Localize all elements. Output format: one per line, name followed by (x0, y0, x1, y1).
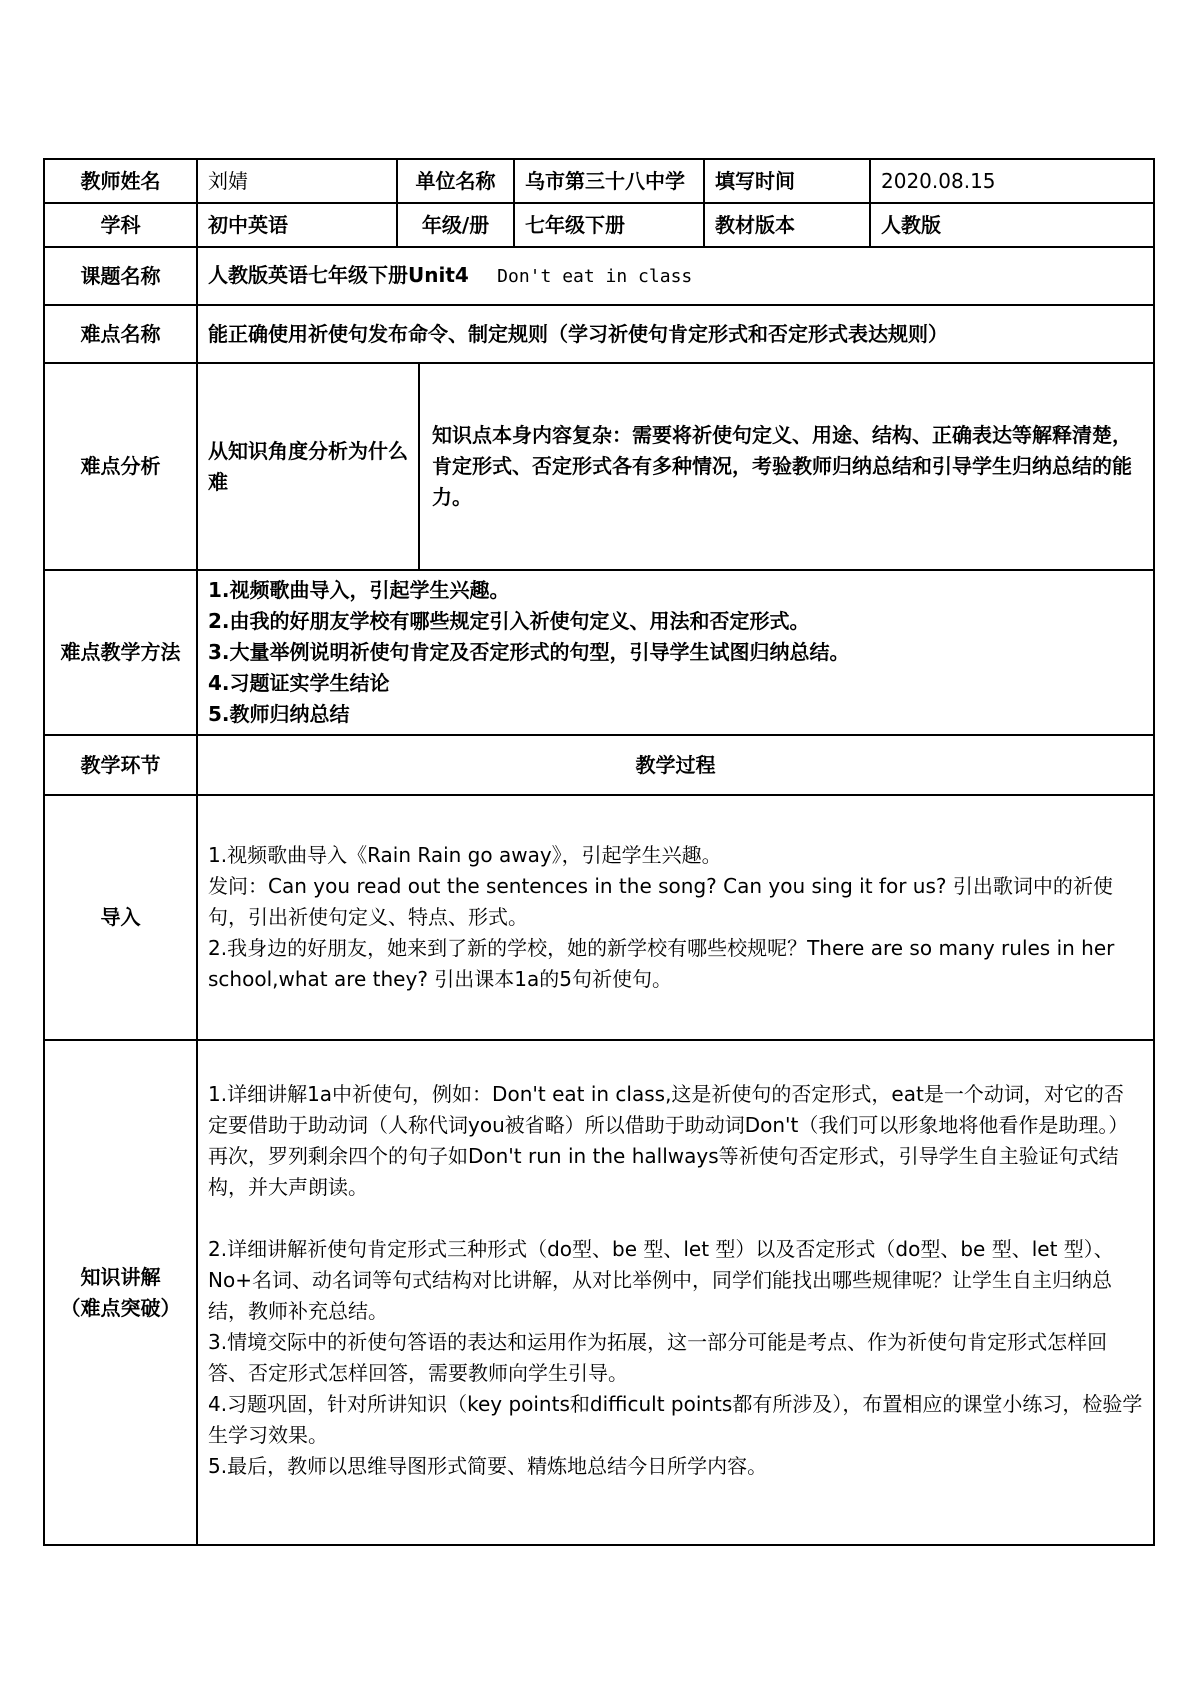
intro-line: 发问：Can you read out the sentences in the song? Can you sing it for us? 引出歌词中的祈使句，引出祈使句定义、特点、形式。 (208, 874, 1113, 929)
grade-label: 年级/册 (397, 203, 514, 247)
lesson-plan-table (43, 158, 1155, 1546)
fill-time-label: 填写时间 (704, 159, 870, 203)
analysis-row (44, 363, 1154, 570)
method-item: 3.大量举例说明祈使句肯定及否定形式的句型，引导学生试图归纳总结。 (208, 640, 850, 664)
knowledge-label (44, 1040, 197, 1545)
subject-label: 学科 (44, 203, 197, 247)
header-row-2 (44, 203, 1154, 247)
intro-row (44, 795, 1154, 1040)
knowledge-para: 5.最后，教师以思维导图形式简要、精炼地总结今日所学内容。 (208, 1454, 768, 1478)
analysis-text: 知识点本身内容复杂：需要将祈使句定义、用途、结构、正确表达等解释清楚，肯定形式、否定形式各有多种情况，考验教师归纳总结和引导学生归纳总结的能力。 (432, 423, 1132, 509)
method-label: 难点教学方法 (44, 570, 197, 735)
teacher-value: 刘婧 (197, 159, 397, 203)
method-item: 1.视频歌曲导入，引起学生兴趣。 (208, 578, 510, 602)
method-item: 4.习题证实学生结论 (208, 671, 390, 695)
process-label: 教学过程 (197, 735, 1154, 795)
edition-label: 教材版本 (704, 203, 870, 247)
knowledge-row (44, 1040, 1154, 1545)
difficulty-label: 难点名称 (44, 305, 197, 363)
knowledge-label-line: （难点突破） (60, 1295, 181, 1320)
knowledge-para: 1.详细讲解1a中祈使句，例如：Don't eat in class,这是祈使句的否定形式，eat是一个动词，对它的否定要借助于助动词（人称代词you被省略）所以借助于助动词Don't（我们可以形象地将他看作是助理。）再次，罗列剩余四个的句子如Don't run in the hallways等祈使句否定形式，引导学生自主验证句式结构，并大声朗读。 (208, 1082, 1129, 1199)
knowledge-label-line: 知识讲解 (80, 1264, 161, 1289)
stage-label: 教学环节 (44, 735, 197, 795)
intro-label: 导入 (44, 795, 197, 1040)
topic-label: 课题名称 (44, 247, 197, 305)
knowledge-content (197, 1040, 1154, 1545)
intro-line: 1.视频歌曲导入《Rain Rain go away》，引起学生兴趣。 (208, 843, 722, 867)
method-item: 2.由我的好朋友学校有哪些规定引入祈使句定义、用法和否定形式。 (208, 609, 810, 633)
analysis-label: 难点分析 (44, 363, 197, 570)
intro-line: 2.我身边的好朋友，她来到了新的学校，她的新学校有哪些校规呢？There are so many rules in her school,what are they? 引出课本1a的5句祈使句。 (208, 936, 1115, 991)
knowledge-para: 4.习题巩固，针对所讲知识（key points和difficult points都有所涉及），布置相应的课堂小练习，检验学生学习效果。 (208, 1392, 1143, 1447)
subject-value: 初中英语 (197, 203, 397, 247)
topic-value (197, 247, 1154, 305)
knowledge-para: 2.详细讲解祈使句肯定形式三种形式（do型、be 型、let 型）以及否定形式（do型、be 型、let 型）、No+名词、动名词等句式结构对比讲解，从对比举例中，同学们能找出哪些规律呢？让学生自主归纳总结，教师补充总结。 (208, 1237, 1114, 1323)
fill-time-value: 2020.08.15 (870, 159, 1154, 203)
grade-value: 七年级下册 (514, 203, 704, 247)
paragraph-gap (208, 1203, 1143, 1234)
edition-value: 人教版 (870, 203, 1154, 247)
process-header-row (44, 735, 1154, 795)
difficulty-row (44, 305, 1154, 363)
difficulty-value: 能正确使用祈使句发布命令、制定规则（学习祈使句肯定形式和否定形式表达规则） (197, 305, 1154, 363)
analysis-cell (197, 363, 1154, 570)
analysis-inner (198, 364, 1153, 569)
method-list (197, 570, 1154, 735)
header-row-1 (44, 159, 1154, 203)
topic-row (44, 247, 1154, 305)
teacher-label: 教师姓名 (44, 159, 197, 203)
unit-label: 单位名称 (397, 159, 514, 203)
method-item: 5.教师归纳总结 (208, 702, 350, 726)
unit-value: 乌市第三十八中学 (514, 159, 704, 203)
topic-value-en: Don't eat in class (497, 266, 693, 287)
topic-value-cn: 人教版英语七年级下册Unit4 (208, 263, 469, 287)
knowledge-para: 3.情境交际中的祈使句答语的表达和运用作为拓展，这一部分可能是考点、作为祈使句肯定形式怎样回答、否定形式怎样回答，需要教师向学生引导。 (208, 1330, 1108, 1385)
intro-content (197, 795, 1154, 1040)
method-row (44, 570, 1154, 735)
analysis-sub-label: 从知识角度分析为什么难 (198, 364, 420, 569)
